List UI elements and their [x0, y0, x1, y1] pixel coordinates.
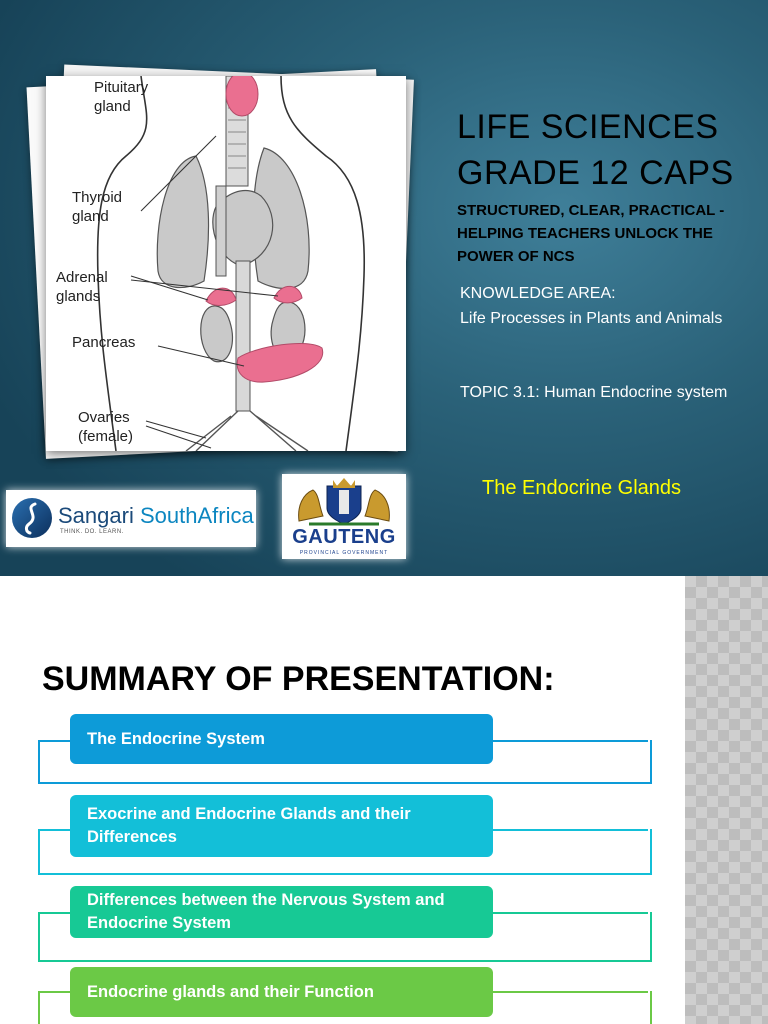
knowledge-area-label: KNOWLEDGE AREA: — [460, 285, 616, 302]
decorative-pattern-strip — [685, 576, 768, 1024]
sangari-tagline: THINK. DO. LEARN. — [60, 529, 124, 535]
body-outline-illustration — [46, 76, 406, 451]
label-ovaries: Ovaries (female) — [78, 409, 134, 445]
summary-item — [38, 714, 648, 786]
label-thyroid-gland: Thyroid gland — [72, 189, 123, 225]
summary-item-label: Endocrine glands and their Function — [70, 967, 493, 1017]
label-pancreas: Pancreas — [72, 334, 136, 351]
summary-item — [38, 795, 648, 877]
slide-subtitle: STRUCTURED, CLEAR, PRACTICAL - HELPING TEACHERS UNLOCK THE POWER OF NCS — [457, 202, 725, 265]
gauteng-name: GAUTENG — [292, 526, 396, 548]
summary-item — [38, 886, 648, 966]
label-pituitary-gland: Pituitary gland — [94, 79, 149, 115]
glands-heading: The Endocrine Glands — [482, 477, 682, 499]
sangari-emblem-icon — [10, 496, 54, 540]
knowledge-area — [460, 281, 750, 331]
sangari-name-part: Sangari — [58, 503, 134, 528]
endocrine-diagram — [46, 76, 406, 451]
label-adrenal-glands: Adrenal glands — [56, 269, 108, 305]
sangari-logo — [6, 490, 256, 547]
summary-item — [38, 967, 648, 1024]
sangari-name-part: SouthAfrica — [139, 503, 254, 528]
gauteng-subtitle: PROVINCIAL GOVERNMENT — [299, 550, 389, 556]
sangari-name — [58, 503, 254, 529]
summary-item-label: Differences between the Nervous System and Endocrine System — [70, 886, 493, 938]
summary-item-label: Exocrine and Endocrine Glands and their Differences — [70, 795, 493, 857]
endocrine-diagram-photo — [30, 66, 420, 461]
topic-text: TOPIC 3.1: Human Endocrine system — [460, 384, 728, 401]
title-line-1: LIFE SCIENCES — [457, 108, 719, 146]
knowledge-area-value: Life Processes in Plants and Animals — [460, 310, 723, 327]
summary-title: SUMMARY OF PRESENTATION: — [42, 660, 555, 698]
slide-title — [457, 104, 734, 196]
summary-item-label: The Endocrine System — [70, 714, 493, 764]
title-line-2: GRADE 12 CAPS — [457, 154, 734, 192]
gauteng-crest-icon — [289, 476, 399, 528]
summary-slide — [0, 576, 768, 1024]
gauteng-logo — [282, 474, 406, 559]
